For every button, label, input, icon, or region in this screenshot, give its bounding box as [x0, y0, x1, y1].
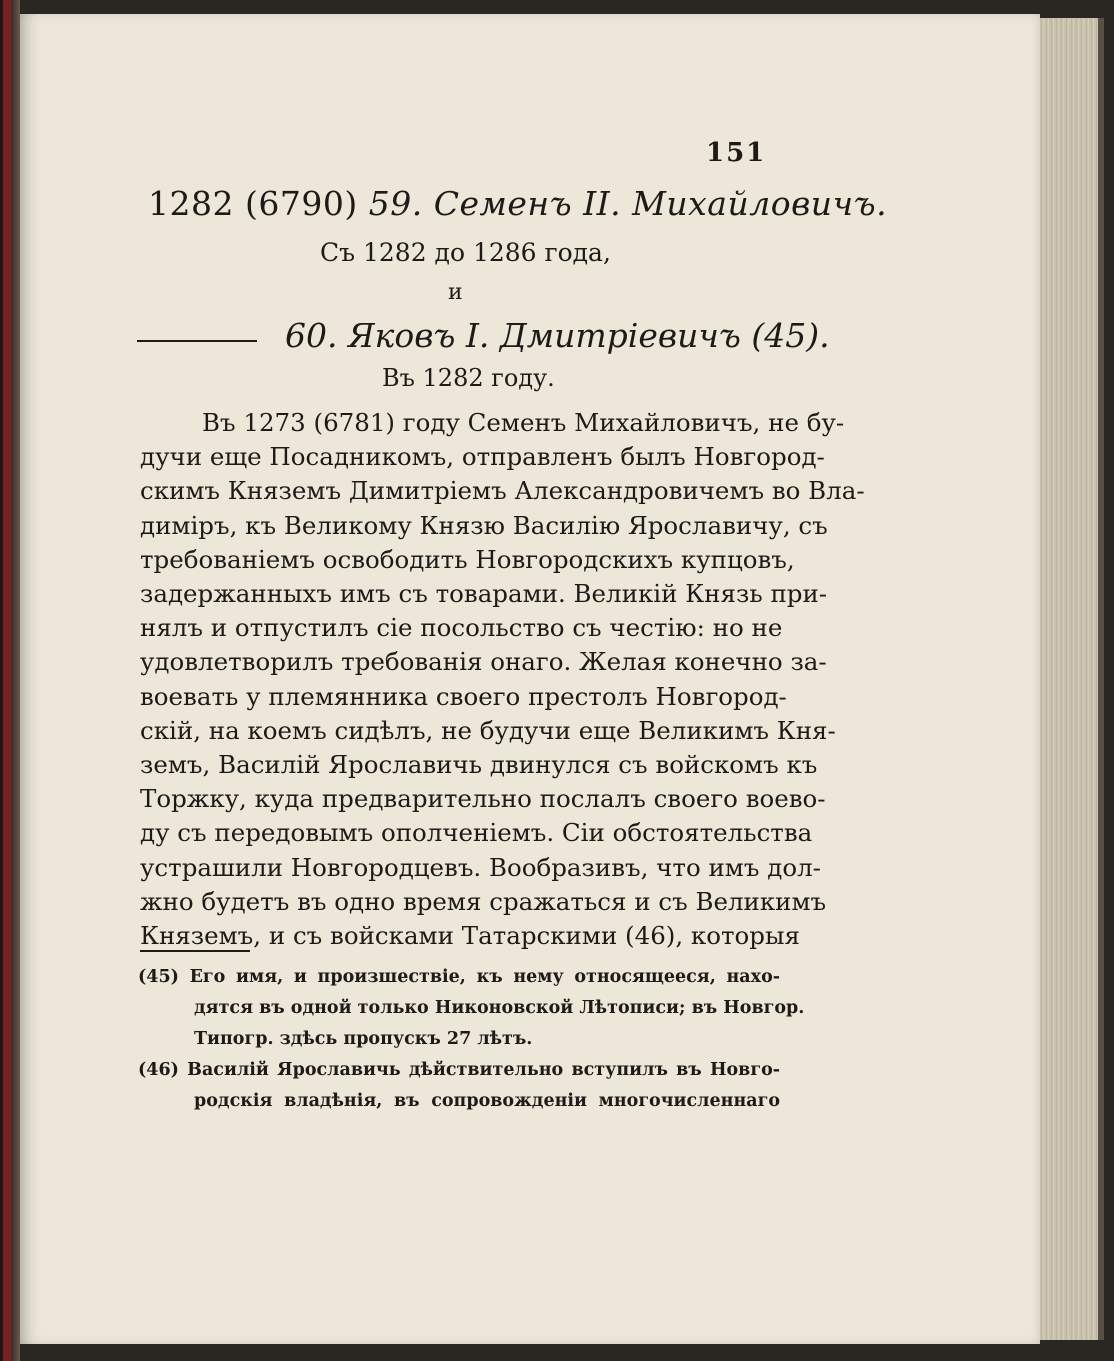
entry-title	[148, 184, 887, 223]
entry-number: 59.	[368, 184, 423, 223]
body-line: удовлетворилъ требованія онаго. Желая конечно за-	[140, 647, 827, 677]
footnote-45-line: Типогр. здѣсь пропускъ 27 лѣтъ.	[194, 1029, 533, 1049]
body-line: земъ, Василій Ярославичь двинулся съ войскомъ къ	[140, 750, 818, 780]
body-line: жно будетъ въ одно время сражаться и съ Великимъ	[140, 886, 827, 916]
body-line: Торжку, куда предварительно послалъ своего воево-	[140, 784, 826, 814]
section-heading: Въ 1282 году.	[382, 364, 555, 392]
body-line: ду съ передовымъ ополченіемъ. Сіи обстоятельства	[140, 818, 813, 848]
footnote-45-line: (45) Его имя, и произшествіе, къ нему относящееся, нахо-	[138, 967, 780, 987]
body-line: устрашили Новгородцевъ. Вообразивъ, что имъ дол-	[140, 852, 821, 882]
bookmark-ribbon	[3, 0, 11, 1361]
year-range: Съ 1282 до 1286 года,	[320, 238, 611, 267]
body-line: воевать у племянника своего престолъ Новгород-	[140, 681, 787, 711]
entry-years: 1282 (6790)	[148, 184, 358, 223]
title-dash	[137, 340, 257, 342]
body-line: требованіемъ освободить Новгородскихъ купцовъ,	[140, 544, 795, 574]
body-line: Въ 1273 (6781) году Семенъ Михайловичъ, не бу-	[202, 408, 845, 437]
page-number: 151	[706, 138, 767, 168]
book-spine-edge	[0, 0, 20, 1361]
body-line: скимъ Княземъ Димитріемъ Александровичемъ во Вла-	[140, 476, 865, 506]
book-page	[20, 14, 1040, 1344]
footnote-46-line: родскія владѣнія, въ сопровожденіи многочисленнаго	[194, 1091, 780, 1111]
body-line: задержанныхъ имъ съ товарами. Великій Князь при-	[140, 579, 828, 609]
body-line: Княземъ, и съ войсками Татарскими (46), которыя	[140, 921, 800, 951]
page-block-edges	[1040, 18, 1098, 1340]
second-entry-name: Яковъ I. Дмитріевичъ (45).	[347, 316, 830, 355]
second-entry-title	[285, 316, 830, 355]
footnotes	[138, 962, 805, 1117]
footnote-45-line: дятся въ одной только Никоновской Лѣтописи; въ Новгор.	[194, 998, 805, 1018]
body-line: нялъ и отпустилъ сіе посольство съ честію: но не	[140, 613, 783, 643]
body-line: скій, на коемъ сидѣлъ, не будучи еще Великимъ Кня-	[140, 715, 836, 745]
entry-name: Семенъ II. Михайловичъ.	[433, 184, 888, 223]
second-entry-number: 60.	[285, 316, 338, 355]
body-text	[140, 406, 865, 953]
body-line: дучи еще Посадникомъ, отправленъ былъ Новгород-	[140, 442, 825, 472]
footnote-rule	[140, 950, 250, 952]
body-line: диміръ, къ Великому Князю Василію Ярославичу, съ	[140, 510, 828, 540]
conjunction: и	[448, 280, 463, 305]
footnote-46-line: (46) Василій Ярославичь дѣйствительно вступилъ въ Новго-	[138, 1060, 780, 1080]
